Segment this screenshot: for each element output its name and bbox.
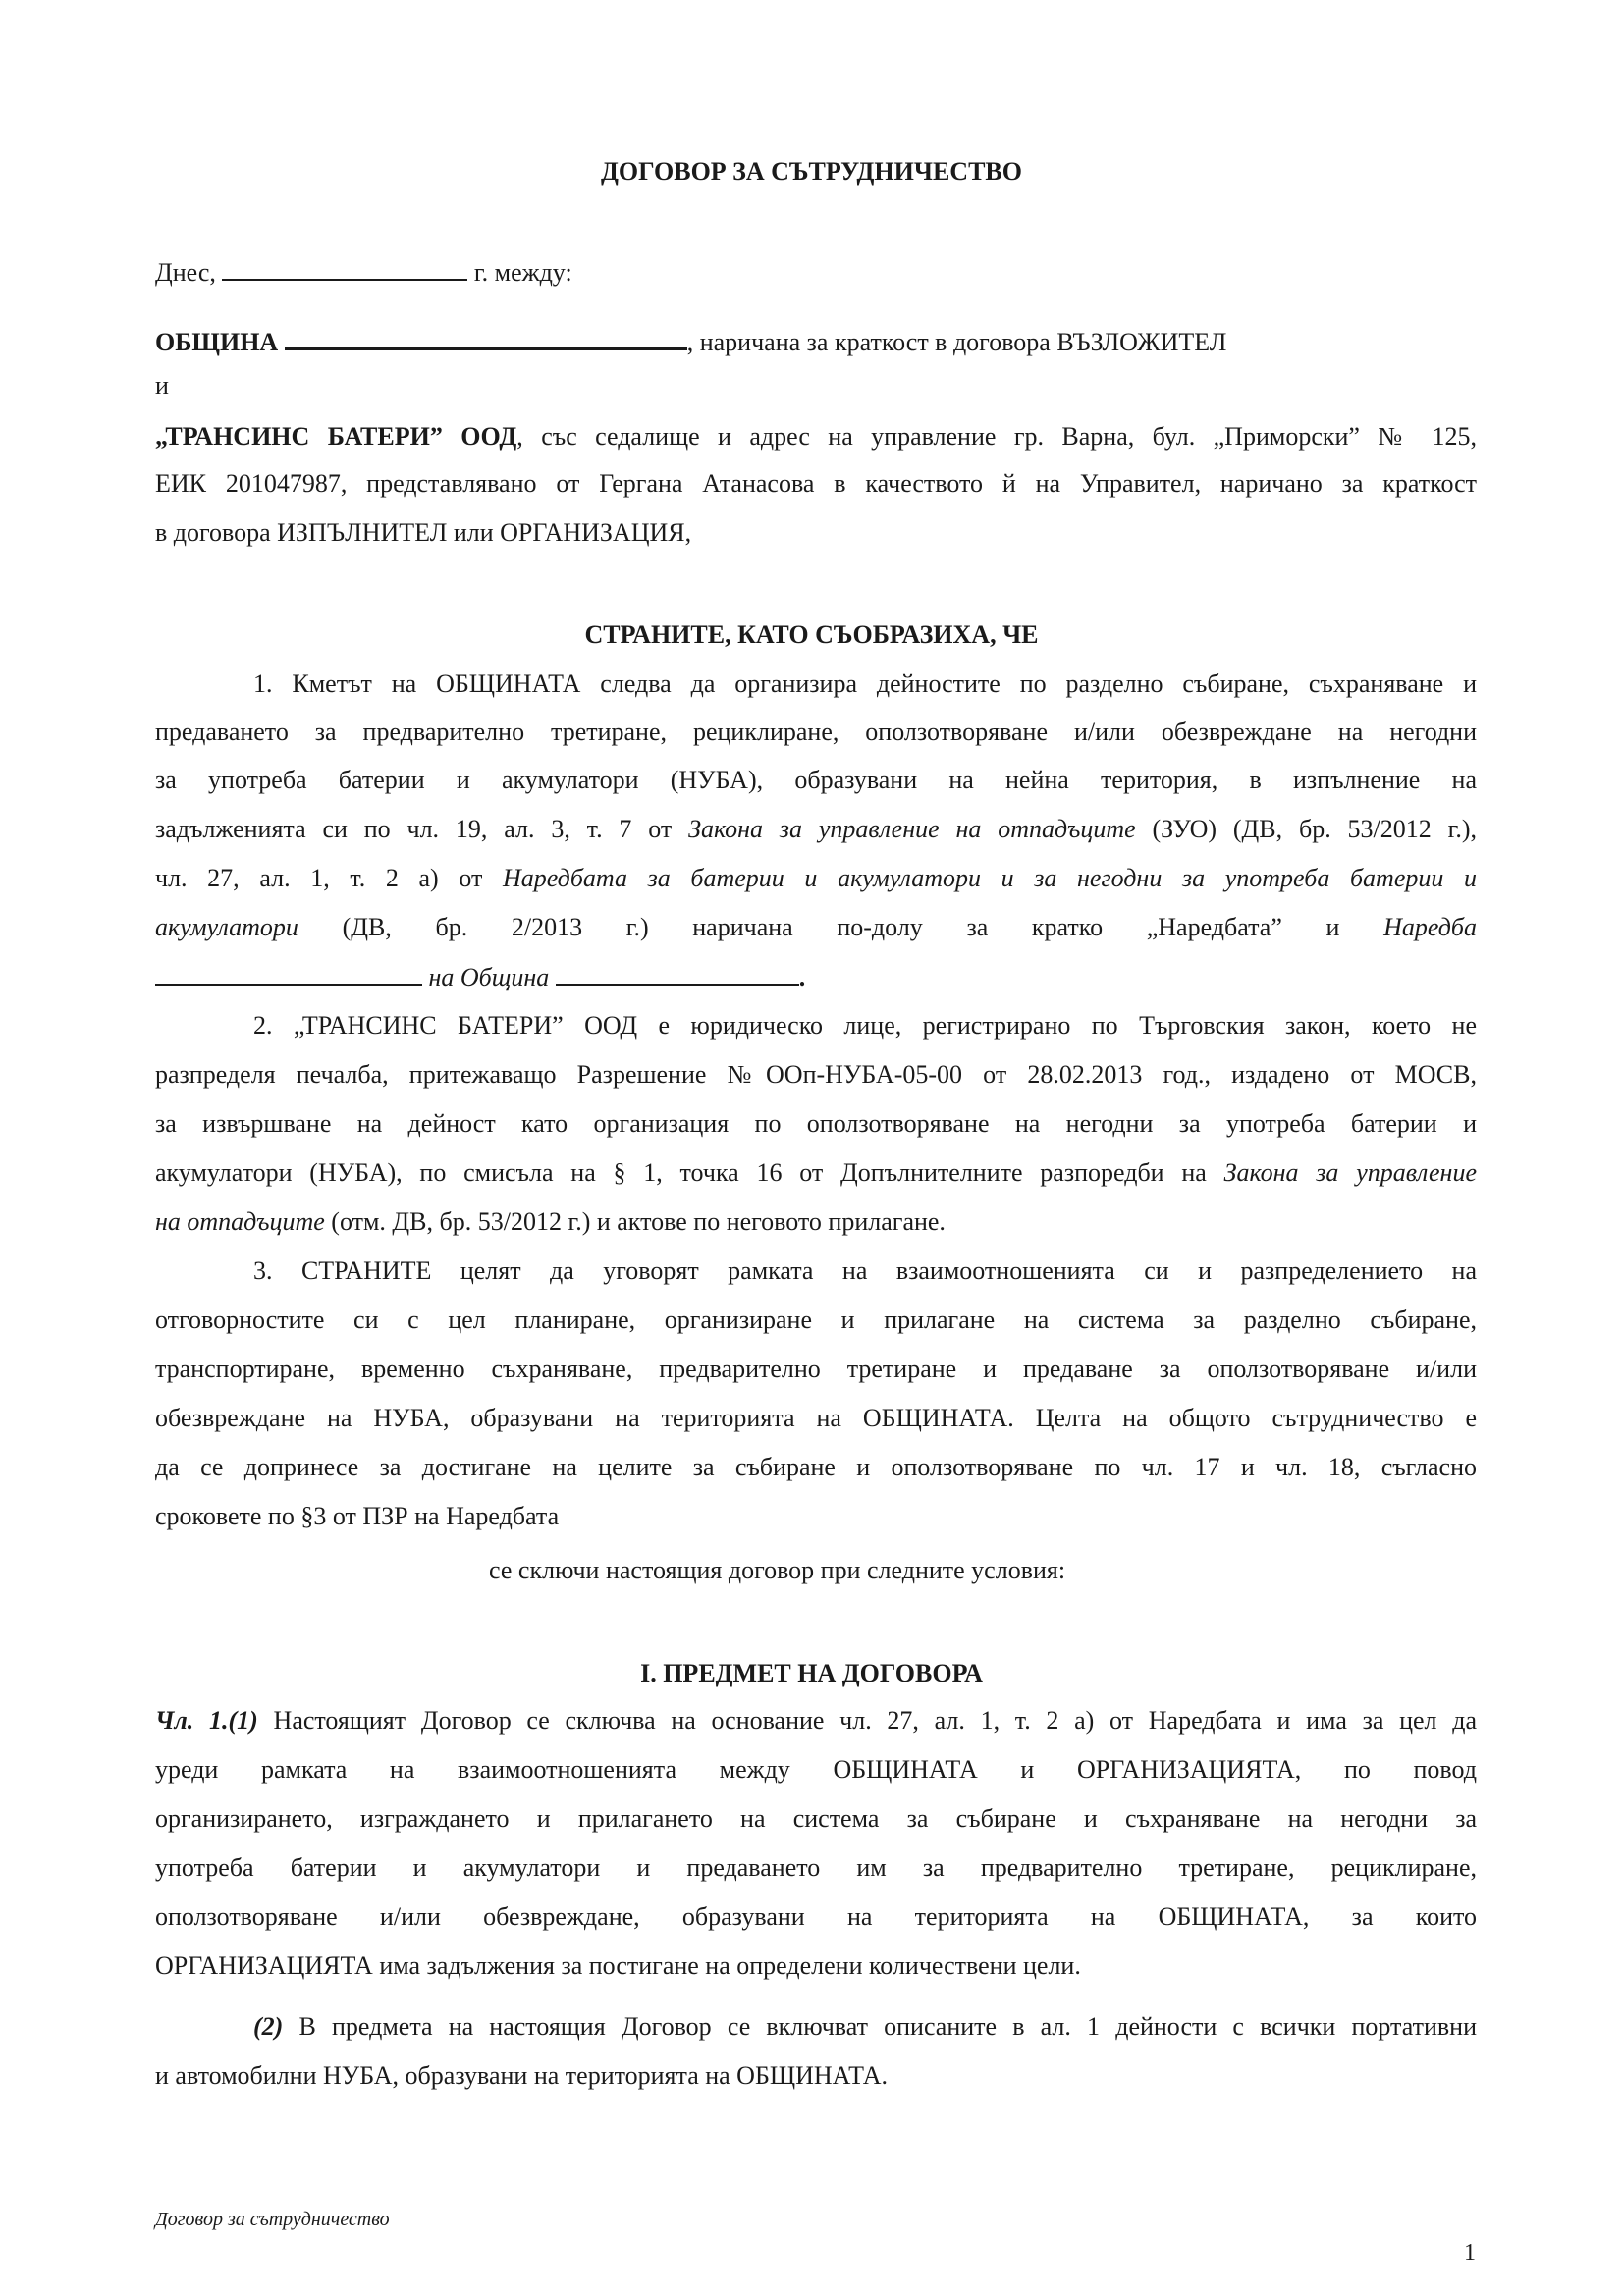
- art1-2-line-1: (2) В предмета на настоящия Договор се включват описаните в ал. 1 дейности с всички портативни: [253, 2012, 1477, 2041]
- art1-line-5: оползотворяване и/или обезвреждане, образувани на територията на ОБЩИНАТА, за които: [155, 1902, 1477, 1931]
- date-blank: [222, 257, 467, 281]
- party2-line-2: ЕИК 201047987, представлявано от Гергана Атанасова в качеството й на Управител, наричано за краткост: [155, 469, 1477, 498]
- document-title: ДОГОВОР ЗА СЪТРУДНИЧЕСТВО: [601, 157, 1022, 186]
- party2-name: „ТРАНСИНС БАТЕРИ” ООД: [155, 422, 517, 451]
- p2-line-4: акумулатори (НУБА), по смисъла на § 1, точка 16 от Допълнителните разпоредби на Закона за управление: [155, 1158, 1477, 1187]
- p1-line-2: предаването за предварително третиране, рециклиране, оползотворяване и/или обезвреждане на негодни: [155, 718, 1477, 746]
- p1-line-3: за употреба батерии и акумулатори (НУБА), образувани на нейна територия, в изпълнение на: [155, 766, 1477, 794]
- parties-heading: СТРАНИТЕ, КАТО СЪОБРАЗИХА, ЧЕ: [584, 620, 1039, 649]
- and-line: и: [155, 371, 169, 400]
- party1-rest: , наричана за краткост в договора ВЪЗЛОЖИТЕЛ: [686, 328, 1227, 356]
- municipality-blank: [285, 326, 687, 350]
- art1-line-1: Чл. 1.(1) Настоящият Договор се сключва на основание чл. 27, ал. 1, т. 2 а) от Наредбата и има за цел да: [155, 1706, 1478, 1735]
- p2-line-2: разпределя печалба, притежаващо Разрешение №ООп-НУБА-05-00 от 28.02.2013 год., издадено от МОСВ,: [155, 1060, 1477, 1089]
- art1-line-6: ОРГАНИЗАЦИЯТА има задължения за постигане на определени количествени цели.: [155, 1951, 1081, 1980]
- p2-line-1: 2. „ТРАНСИНС БАТЕРИ” ООД е юридическо лице, регистрирано по Търговския закон, което не: [253, 1011, 1477, 1040]
- p3-line-5: да се допринесе за достигане на целите за събиране и оползотворяване по чл. 17 и чл. 18, съгласно: [155, 1453, 1477, 1481]
- concluded-line: се сключи настоящия договор при следните условия:: [489, 1556, 1066, 1584]
- date-prefix: Днес,: [155, 258, 216, 287]
- law-ref: Закона за управление на отпадъците: [688, 815, 1136, 843]
- p3-line-2: отговорностите си с цел планиране, организиране и прилагане на система за разделно събиране,: [155, 1306, 1477, 1334]
- p1-line-7: на Община .: [155, 962, 1477, 992]
- paragraph-label: (2): [253, 2012, 284, 2041]
- date-suffix: г. между:: [473, 258, 572, 287]
- municipality-name-blank: [556, 962, 799, 986]
- regulation-ref: Наредбата за батерии и акумулатори и за негодни за употреба батерии и: [503, 864, 1477, 892]
- p3-line-3: транспортиране, временно съхраняване, предварително третиране и предаване за оползотворяване и/или: [155, 1355, 1477, 1383]
- p3-line-4: обезвреждане на НУБА, образувани на територията на ОБЩИНАТА. Целта на общото сътрудничество е: [155, 1404, 1477, 1432]
- p1-line-6: акумулатори (ДВ, бр. 2/2013 г.) наричана по-долу за кратко „Наредбата” и Наредба: [155, 913, 1477, 941]
- art1-line-4: употреба батерии и акумулатори и предаването им за предварително третиране, рециклиране,: [155, 1853, 1477, 1882]
- footer-title: Договор за сътрудничество: [155, 2209, 390, 2230]
- p2-line-5: на отпадъците (отм. ДВ, бр. 53/2012 г.) и актове по неговото прилагане.: [155, 1207, 946, 1236]
- p3-line-6: сроковете по §3 от ПЗР на Наредбата: [155, 1502, 560, 1530]
- art1-line-2: уреди рамката на взаимоотношенията между ОБЩИНАТА и ОРГАНИЗАЦИЯТА, по повод: [155, 1755, 1477, 1784]
- party2-line-1: „ТРАНСИНС БАТЕРИ” ООД, със седалище и адрес на управление гр. Варна, бул. „Приморски” № 125,: [155, 422, 1477, 451]
- p1-line-4: задълженията си по чл. 19, ал. 3, т. 7 от Закона за управление на отпадъците (ЗУО) (ДВ, бр. 53/2012 г.),: [155, 815, 1477, 843]
- party2-line-3: в договора ИЗПЪЛНИТЕЛ или ОРГАНИЗАЦИЯ,: [155, 518, 692, 547]
- p1-line-5: чл. 27, ал. 1, т. 2 а) от Наредбата за батерии и акумулатори и за негодни за употреба батерии и: [155, 864, 1477, 892]
- page-number: 1: [1464, 2240, 1476, 2266]
- article-label: Чл. 1.(1): [155, 1706, 258, 1735]
- section-heading: I. ПРЕДМЕТ НА ДОГОВОРА: [640, 1659, 983, 1687]
- art1-2-line-2: и автомобилни НУБА, образувани на територията на ОБЩИНАТА.: [155, 2061, 889, 2090]
- party1-line: [155, 326, 1477, 357]
- p2-line-3: за извършване на дейност като организация по оползотворяване на негодни за употреба батерии и: [155, 1109, 1477, 1138]
- party1-name: ОБЩИНА: [155, 328, 279, 356]
- art1-line-3: организирането, изграждането и прилагането на система за събиране и съхраняване на негодни за: [155, 1804, 1477, 1833]
- p1-line-1: 1. Кметът на ОБЩИНАТА следва да организира дейностите по разделно събиране, съхраняване и: [253, 669, 1477, 698]
- p3-line-1: 3. СТРАНИТЕ целят да уговорят рамката на взаимоотношенията си и разпределението на: [253, 1256, 1477, 1285]
- date-line: [155, 257, 1477, 288]
- regulation-blank: [155, 962, 422, 986]
